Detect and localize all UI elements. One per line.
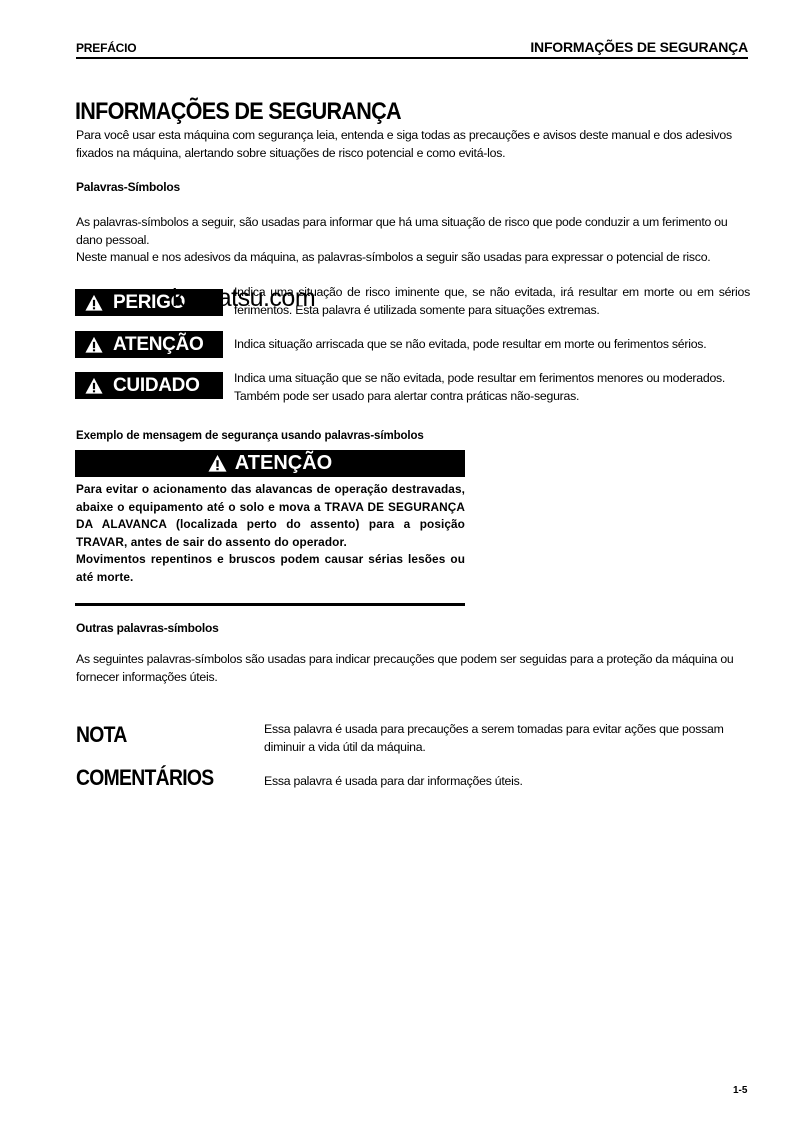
perigo-description: Indica uma situação de risco iminente que, se não evitada, irá resultar em morte ou em sérios ferimentos. Esta palavra é utilizada somente para situações extremas. — [234, 285, 750, 317]
example-banner — [75, 450, 465, 477]
badge-cuidado — [75, 372, 223, 399]
comentarios-description: Essa palavra é usada para dar informações úteis. — [264, 774, 523, 788]
example-bottom-rule — [75, 603, 465, 606]
nota-description: Essa palavra é usada para precauções a serem tomadas para evitar ações que possam diminuir a vida útil da máquina. — [264, 722, 724, 754]
warning-triangle-icon — [208, 454, 227, 473]
header-section-label: PREFÁCIO — [76, 41, 137, 55]
example-caption: Exemplo de mensagem de segurança usando palavras-símbolos — [76, 430, 424, 442]
badge-label: ATENÇÃO — [113, 333, 204, 355]
example-message-line-1: Para evitar o acionamento das alavancas de operação destravadas, abaixe o equipamento até o solo e mova a TRAVA DE SEGURANÇA DA ALAVANCA (localizada perto do assento) para a posição TRAVAR, antes de sair do assento do operador. — [76, 482, 465, 549]
cuidado-description: Indica uma situação que se não evitada, pode resultar em ferimentos menores ou moderados. Também pode ser usado para alertar contra práticas não-seguras. — [234, 371, 726, 403]
warning-triangle-icon — [85, 336, 103, 354]
header-chapter-title: INFORMAÇÕES DE SEGURANÇA — [530, 39, 748, 55]
other-words-paragraph: As seguintes palavras-símbolos são usadas para indicar precauções que podem ser seguidas para a proteção da máquina ou fornecer informações úteis. — [76, 652, 734, 684]
example-banner-label: ATENÇÃO — [234, 452, 333, 474]
badge-label: CUIDADO — [113, 374, 200, 396]
example-message-line-2: Movimentos repentinos e bruscos podem causar sérias lesões ou até morte. — [76, 552, 465, 584]
signal-words-paragraph-1: As palavras-símbolos a seguir, são usadas para informar que há uma situação de risco que pode conduzir a um ferimento ou dano pessoal. — [76, 215, 728, 247]
warning-triangle-icon — [85, 294, 103, 312]
signal-words-paragraph-2: Neste manual e nos adesivos da máquina, as palavras-símbolos a seguir são usadas para expressar o potencial de risco. — [76, 250, 711, 264]
badge-label: PERIGO — [113, 291, 186, 313]
section-heading-other-words: Outras palavras-símbolos — [76, 621, 219, 635]
header-rule — [76, 57, 748, 59]
intro-paragraph: Para você usar esta máquina com segurança leia, entenda e siga todas as precauções e avisos deste manual e dos adesivos fixados na máquina, alertando sobre situações de risco potencial e como evitá-los. — [76, 128, 732, 160]
watermark-text: komatsu.com — [172, 284, 316, 312]
signal-words-paragraph — [76, 214, 750, 267]
comentarios-label: COMENTÁRIOS — [76, 765, 214, 790]
warning-triangle-icon — [85, 377, 103, 395]
section-heading-signal-words: Palavras-Símbolos — [76, 180, 180, 194]
atencao-description: Indica situação arriscada que se não evitada, pode resultar em morte ou ferimentos sérios. — [234, 337, 707, 351]
badge-atencao — [75, 331, 223, 358]
page-number: 1-5 — [733, 1085, 748, 1096]
page-title: INFORMAÇÕES DE SEGURANÇA — [75, 98, 401, 125]
example-message — [76, 481, 465, 586]
nota-label: NOTA — [76, 722, 127, 747]
